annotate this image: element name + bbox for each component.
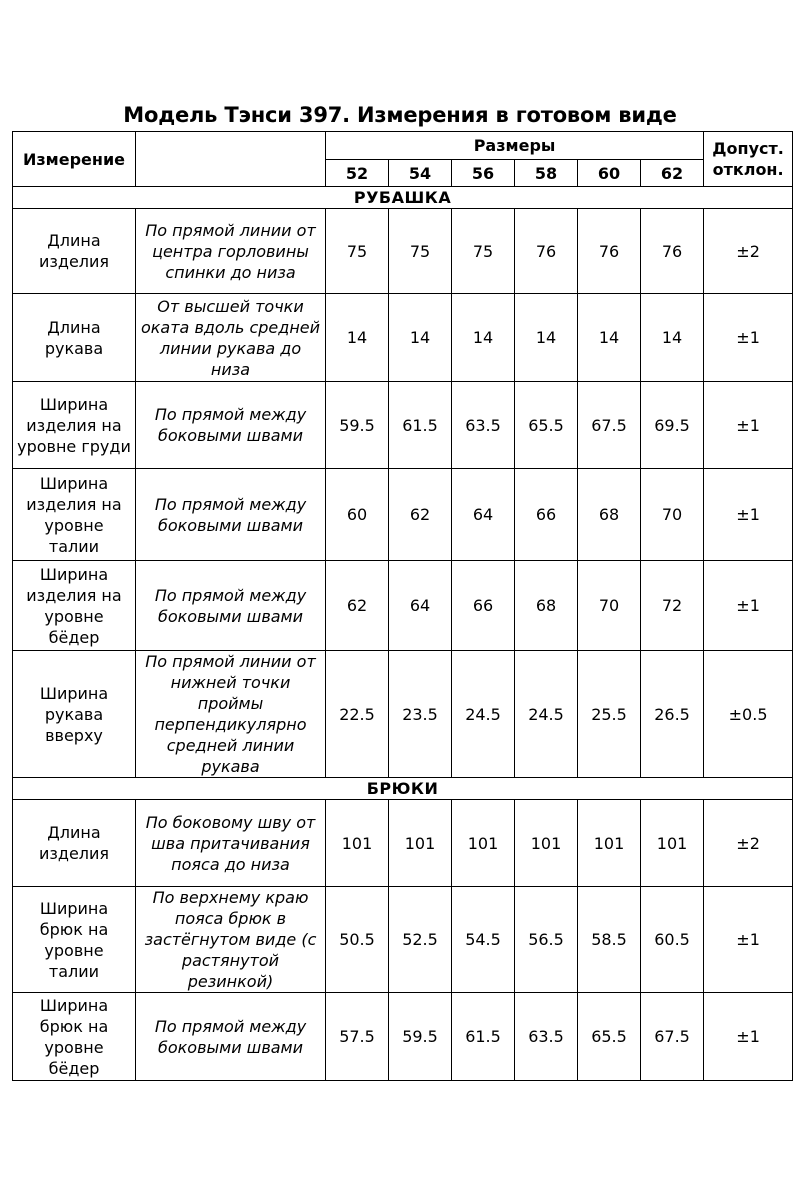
- measurement-name-line: уровне: [44, 515, 104, 535]
- size-value: 62: [389, 469, 452, 561]
- measurement-description-line: От высшей точки: [157, 296, 304, 316]
- measurement-description-line: средней линии: [166, 736, 295, 755]
- measurement-name-line: Ширина: [39, 564, 109, 584]
- tolerance-value: ±2: [704, 800, 793, 887]
- measurement-name-line: брюк на: [39, 1016, 109, 1036]
- measurement-name: [13, 209, 136, 294]
- measurement-description-line: боковыми швами: [157, 515, 304, 535]
- size-value: 101: [641, 800, 704, 887]
- measurement-description: [136, 651, 326, 778]
- tolerance-header: [704, 132, 793, 187]
- size-value: 63.5: [515, 993, 578, 1081]
- size-value: 58.5: [578, 887, 641, 993]
- size-value: 101: [326, 800, 389, 887]
- measurement-name-line: изделия: [38, 844, 110, 863]
- measurement-name-line: уровне: [44, 1037, 104, 1057]
- measurement-name-line: Ширина: [39, 898, 109, 918]
- measurement-name-line: Длина: [47, 823, 101, 842]
- description-header: [136, 132, 326, 187]
- measurement-name-line: изделия на: [26, 585, 122, 605]
- measurement-description-line: резинкой): [187, 972, 274, 991]
- measurement-name-line: изделия на: [26, 494, 122, 514]
- size-value: 101: [452, 800, 515, 887]
- size-value: 14: [578, 294, 641, 382]
- size-value: 101: [578, 800, 641, 887]
- size-value: 50.5: [326, 887, 389, 993]
- section-row: [13, 778, 793, 800]
- measurement-name-line: талии: [48, 536, 100, 556]
- table-row: [13, 294, 793, 382]
- size-value: 56.5: [515, 887, 578, 993]
- size-value: 101: [515, 800, 578, 887]
- table-body: [13, 132, 793, 1081]
- size-value: 76: [641, 209, 704, 294]
- measurement-description-line: По прямой между: [154, 405, 307, 424]
- measurement-name-line: талии: [48, 961, 100, 981]
- size-60: 60: [578, 160, 641, 187]
- size-value: 60.5: [641, 887, 704, 993]
- size-value: 75: [452, 209, 515, 294]
- measurement-description: [136, 294, 326, 382]
- size-value: 25.5: [578, 651, 641, 778]
- size-value: 59.5: [389, 993, 452, 1081]
- size-value: 66: [515, 469, 578, 561]
- measurement-description-line: боковыми швами: [157, 1037, 304, 1057]
- tolerance-value: ±1: [704, 993, 793, 1081]
- tolerance-header-line1: Допуст.: [712, 139, 784, 158]
- size-value: 75: [389, 209, 452, 294]
- size-value: 65.5: [515, 382, 578, 469]
- measurement-description-line: боковыми швами: [157, 606, 304, 626]
- tolerance-value: ±1: [704, 561, 793, 651]
- tolerance-value: ±1: [704, 382, 793, 469]
- table-row: [13, 209, 793, 294]
- size-value: 68: [515, 561, 578, 651]
- size-value: 14: [641, 294, 704, 382]
- size-value: 67.5: [641, 993, 704, 1081]
- measurement-description-line: пояса до низа: [171, 854, 290, 874]
- size-value: 22.5: [326, 651, 389, 778]
- measurement-name-line: Ширина: [39, 394, 109, 414]
- measurement-description: [136, 209, 326, 294]
- measurement-name-line: уровне груди: [17, 436, 131, 456]
- measurement-name-line: бёдер: [48, 1058, 100, 1078]
- size-value: 59.5: [326, 382, 389, 469]
- measurements-table: [12, 131, 793, 1081]
- measurement-description-line: По прямой между: [154, 1016, 307, 1036]
- measurement-name-line: рукава: [44, 704, 104, 724]
- section-title: БРЮКИ: [13, 778, 793, 800]
- size-value: 23.5: [389, 651, 452, 778]
- measurement-description-line: центра горловины: [152, 241, 309, 261]
- size-value: 61.5: [452, 993, 515, 1081]
- measurement-description-line: По верхнему краю: [152, 888, 309, 907]
- size-62: 62: [641, 160, 704, 187]
- size-value: 14: [326, 294, 389, 382]
- measurement-name: [13, 993, 136, 1081]
- measurement-name: [13, 561, 136, 651]
- table-row: [13, 382, 793, 469]
- table-row: [13, 469, 793, 561]
- tolerance-header-line2: отклон.: [712, 160, 784, 179]
- table-row: [13, 887, 793, 993]
- measurement-description-line: низа: [210, 359, 251, 379]
- size-value: 24.5: [515, 651, 578, 778]
- measurement-description-line: нижней точки: [170, 673, 291, 692]
- measurement-description-line: проймы: [197, 694, 264, 713]
- size-58: 58: [515, 160, 578, 187]
- measurement-name-line: изделия: [38, 252, 110, 271]
- measurement-name-line: Длина: [47, 231, 101, 250]
- measurement-description-line: боковыми швами: [157, 426, 304, 445]
- size-value: 67.5: [578, 382, 641, 469]
- measurement-description-line: По прямой линии от: [145, 652, 316, 671]
- size-value: 54.5: [452, 887, 515, 993]
- size-value: 76: [515, 209, 578, 294]
- table-row: [13, 800, 793, 887]
- measurement-name: [13, 469, 136, 561]
- measurement-name-line: уровне: [44, 940, 104, 960]
- size-value: 24.5: [452, 651, 515, 778]
- size-value: 101: [389, 800, 452, 887]
- size-value: 57.5: [326, 993, 389, 1081]
- measurement-description-line: По прямой линии от: [145, 220, 316, 240]
- size-value: 70: [578, 561, 641, 651]
- section-title: РУБАШКА: [13, 187, 793, 209]
- measurement-name-line: Ширина: [39, 683, 109, 703]
- tolerance-value: ±0.5: [704, 651, 793, 778]
- size-value: 63.5: [452, 382, 515, 469]
- table-row: [13, 561, 793, 651]
- size-56: 56: [452, 160, 515, 187]
- header-row: [13, 132, 793, 160]
- measurement-description-line: растянутой: [181, 951, 280, 970]
- measurement-description-line: оката вдоль средней: [140, 317, 321, 337]
- measurement-description: [136, 800, 326, 887]
- measurement-description: [136, 887, 326, 993]
- measurement-name: [13, 800, 136, 887]
- size-value: 72: [641, 561, 704, 651]
- measurement-name-line: рукава: [44, 338, 104, 358]
- size-value: 26.5: [641, 651, 704, 778]
- size-value: 68: [578, 469, 641, 561]
- size-value: 76: [578, 209, 641, 294]
- measurement-description: [136, 993, 326, 1081]
- size-52: 52: [326, 160, 389, 187]
- size-value: 61.5: [389, 382, 452, 469]
- measurement-name-line: вверху: [45, 725, 103, 745]
- measurement-description-line: рукава: [201, 757, 260, 776]
- measurement-description-line: По прямой между: [154, 585, 307, 605]
- measurement-name-line: брюк на: [39, 919, 109, 939]
- measurement-header: Измерение: [13, 132, 136, 187]
- size-value: 14: [515, 294, 578, 382]
- tolerance-value: ±2: [704, 209, 793, 294]
- measurement-description-line: перпендикулярно: [154, 715, 307, 734]
- size-value: 65.5: [578, 993, 641, 1081]
- sizes-header: Размеры: [326, 132, 704, 160]
- measurement-name: [13, 887, 136, 993]
- tolerance-value: ±1: [704, 887, 793, 993]
- table-row: [13, 651, 793, 778]
- size-value: 66: [452, 561, 515, 651]
- measurement-name-line: изделия на: [26, 415, 122, 435]
- measurement-description-line: пояса брюк в: [174, 909, 287, 928]
- size-value: 69.5: [641, 382, 704, 469]
- size-value: 52.5: [389, 887, 452, 993]
- measurement-description: [136, 469, 326, 561]
- measurement-description-line: шва притачивания: [151, 833, 310, 853]
- measurement-name: [13, 651, 136, 778]
- measurement-name: [13, 294, 136, 382]
- measurement-name-line: Ширина: [39, 473, 109, 493]
- size-54: 54: [389, 160, 452, 187]
- section-row: [13, 187, 793, 209]
- measurement-description: [136, 561, 326, 651]
- table-row: [13, 993, 793, 1081]
- tolerance-value: ±1: [704, 294, 793, 382]
- size-value: 62: [326, 561, 389, 651]
- measurement-description-line: По прямой между: [154, 494, 307, 514]
- size-value: 60: [326, 469, 389, 561]
- size-value: 70: [641, 469, 704, 561]
- measurement-description: [136, 382, 326, 469]
- size-value: 64: [389, 561, 452, 651]
- measurement-name-line: уровне: [44, 606, 104, 626]
- page-title: Модель Тэнси 397. Измерения в готовом виде: [123, 103, 677, 127]
- size-value: 75: [326, 209, 389, 294]
- measurement-name-line: Длина: [47, 317, 101, 337]
- size-value: 14: [389, 294, 452, 382]
- measurement-description-line: застёгнутом виде (с: [144, 930, 317, 949]
- size-value: 64: [452, 469, 515, 561]
- measurement-name: [13, 382, 136, 469]
- measurement-description-line: линии рукава до: [159, 338, 302, 358]
- measurement-name-line: Ширина: [39, 995, 109, 1015]
- tolerance-value: ±1: [704, 469, 793, 561]
- measurement-name-line: бёдер: [48, 627, 100, 647]
- measurement-description-line: По боковому шву от: [145, 812, 316, 832]
- size-value: 14: [452, 294, 515, 382]
- measurement-description-line: спинки до низа: [165, 262, 296, 282]
